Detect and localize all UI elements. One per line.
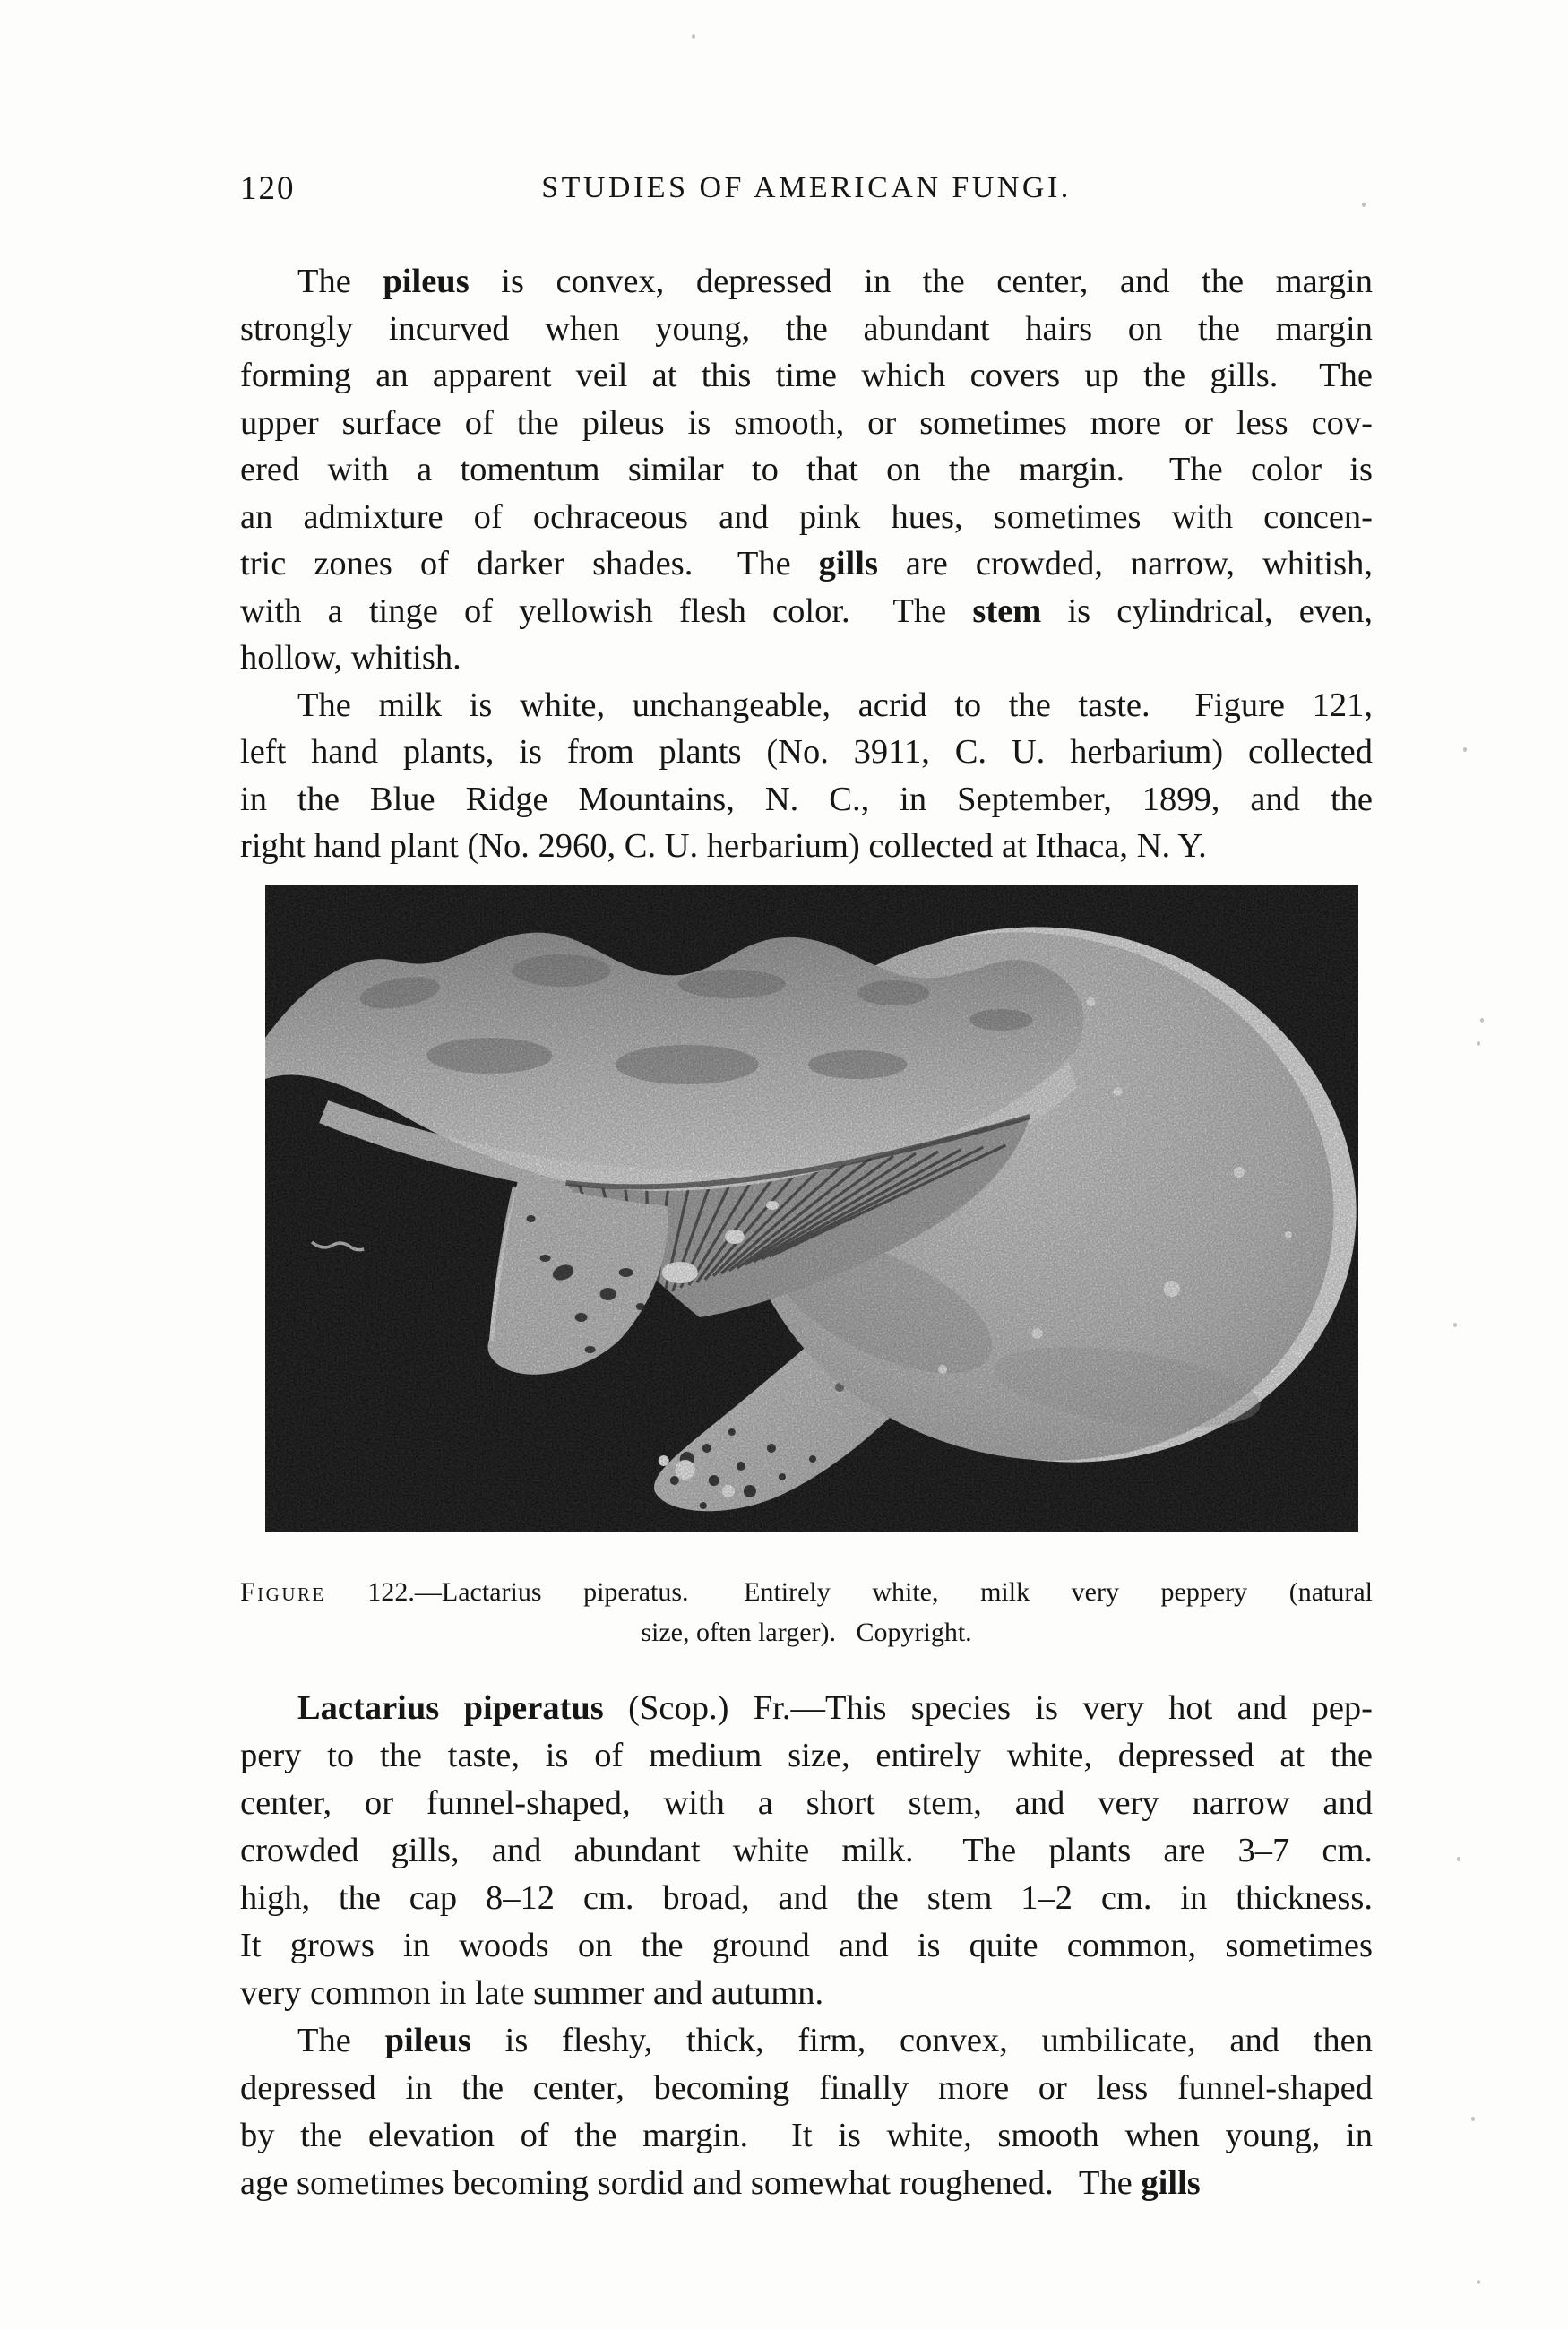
text-line: The pileus is convex, depressed in the center, and the margin — [297, 263, 1373, 300]
text-line: right hand plant (No. 2960, C. U. herbarium) collected at Ithaca, N. Y. — [240, 827, 1207, 865]
text-line: crowded gills, and abundant white milk. The plants are 3–7 cm. — [240, 1832, 1373, 1869]
text-line: The milk is white, unchangeable, acrid to the taste. Figure 121, — [297, 686, 1373, 724]
scan-speck — [1480, 1018, 1484, 1023]
text-line: The pileus is fleshy, thick, firm, convex, umbilicate, and then — [297, 2022, 1373, 2059]
figure-caption — [240, 1572, 1373, 1653]
figure-caption-line-1: Figure 122.—Lactarius piperatus. Entirely white, milk very peppery (natural — [240, 1577, 1373, 1607]
text-line: depressed in the center, becoming finally more or less funnel-shaped — [240, 2069, 1373, 2107]
scan-speck — [1471, 2117, 1475, 2121]
text-line: Lactarius piperatus (Scop.) Fr.—This species is very hot and pep- — [297, 1689, 1373, 1727]
scan-speck — [1477, 1041, 1480, 1046]
page-number: 120 — [240, 170, 296, 207]
scan-speck — [1463, 747, 1467, 752]
text-line: left hand plants, is from plants (No. 3911, C. U. herbarium) collected — [240, 733, 1373, 771]
text-line: tric zones of darker shades. The gills are crowded, narrow, whitish, — [240, 545, 1373, 582]
text-line: ered with a tomentum similar to that on the margin. The color is — [240, 451, 1373, 488]
scan-speck — [1453, 1323, 1457, 1327]
text-line: an admixture of ochraceous and pink hues, sometimes with concen- — [240, 497, 1373, 536]
scan-speck — [692, 34, 695, 39]
page-header — [240, 167, 1373, 211]
text-block-2 — [240, 1685, 1373, 2207]
text-line: with a tinge of yellowish flesh color. The stem is cylindrical, even, — [240, 591, 1374, 630]
figure-label: Figure — [240, 1577, 326, 1607]
text-line: hollow, whitish. — [240, 639, 461, 677]
scan-speck — [1477, 2280, 1480, 2284]
text-line: upper surface of the pileus is smooth, or sometimes more or less cov- — [240, 403, 1373, 442]
scan-speck — [1457, 1857, 1460, 1861]
text-line: in the Blue Ridge Mountains, N. C., in September, 1899, and the — [240, 780, 1373, 818]
text-line: forming an apparent veil at this time which covers up the gills. The — [240, 357, 1373, 394]
text-line: strongly incurved when young, the abundant hairs on the margin — [240, 309, 1373, 348]
figure-caption-line-2: size, often larger). Copyright. — [641, 1618, 972, 1647]
mushroom-photo-illustration — [265, 885, 1358, 1532]
text-line: center, or funnel-shaped, with a short stem, and very narrow and — [240, 1784, 1373, 1822]
text-line: very common in late summer and autumn. — [240, 1974, 824, 2012]
figure-photo — [265, 885, 1358, 1532]
text-line: age sometimes becoming sordid and somewhat roughened. The gills — [240, 2164, 1201, 2202]
scan-speck — [1362, 203, 1366, 207]
text-line: by the elevation of the margin. It is white, smooth when young, in — [240, 2117, 1373, 2154]
text-line: pery to the taste, is of medium size, entirely white, depressed at the — [240, 1737, 1373, 1774]
text-line: high, the cap 8–12 cm. broad, and the stem 1–2 cm. in thickness. — [240, 1879, 1373, 1917]
running-head: STUDIES OF AMERICAN FUNGI. — [541, 171, 1072, 204]
text-line: It grows in woods on the ground and is quite common, sometimes — [240, 1927, 1373, 1964]
text-block-1 — [240, 258, 1373, 870]
